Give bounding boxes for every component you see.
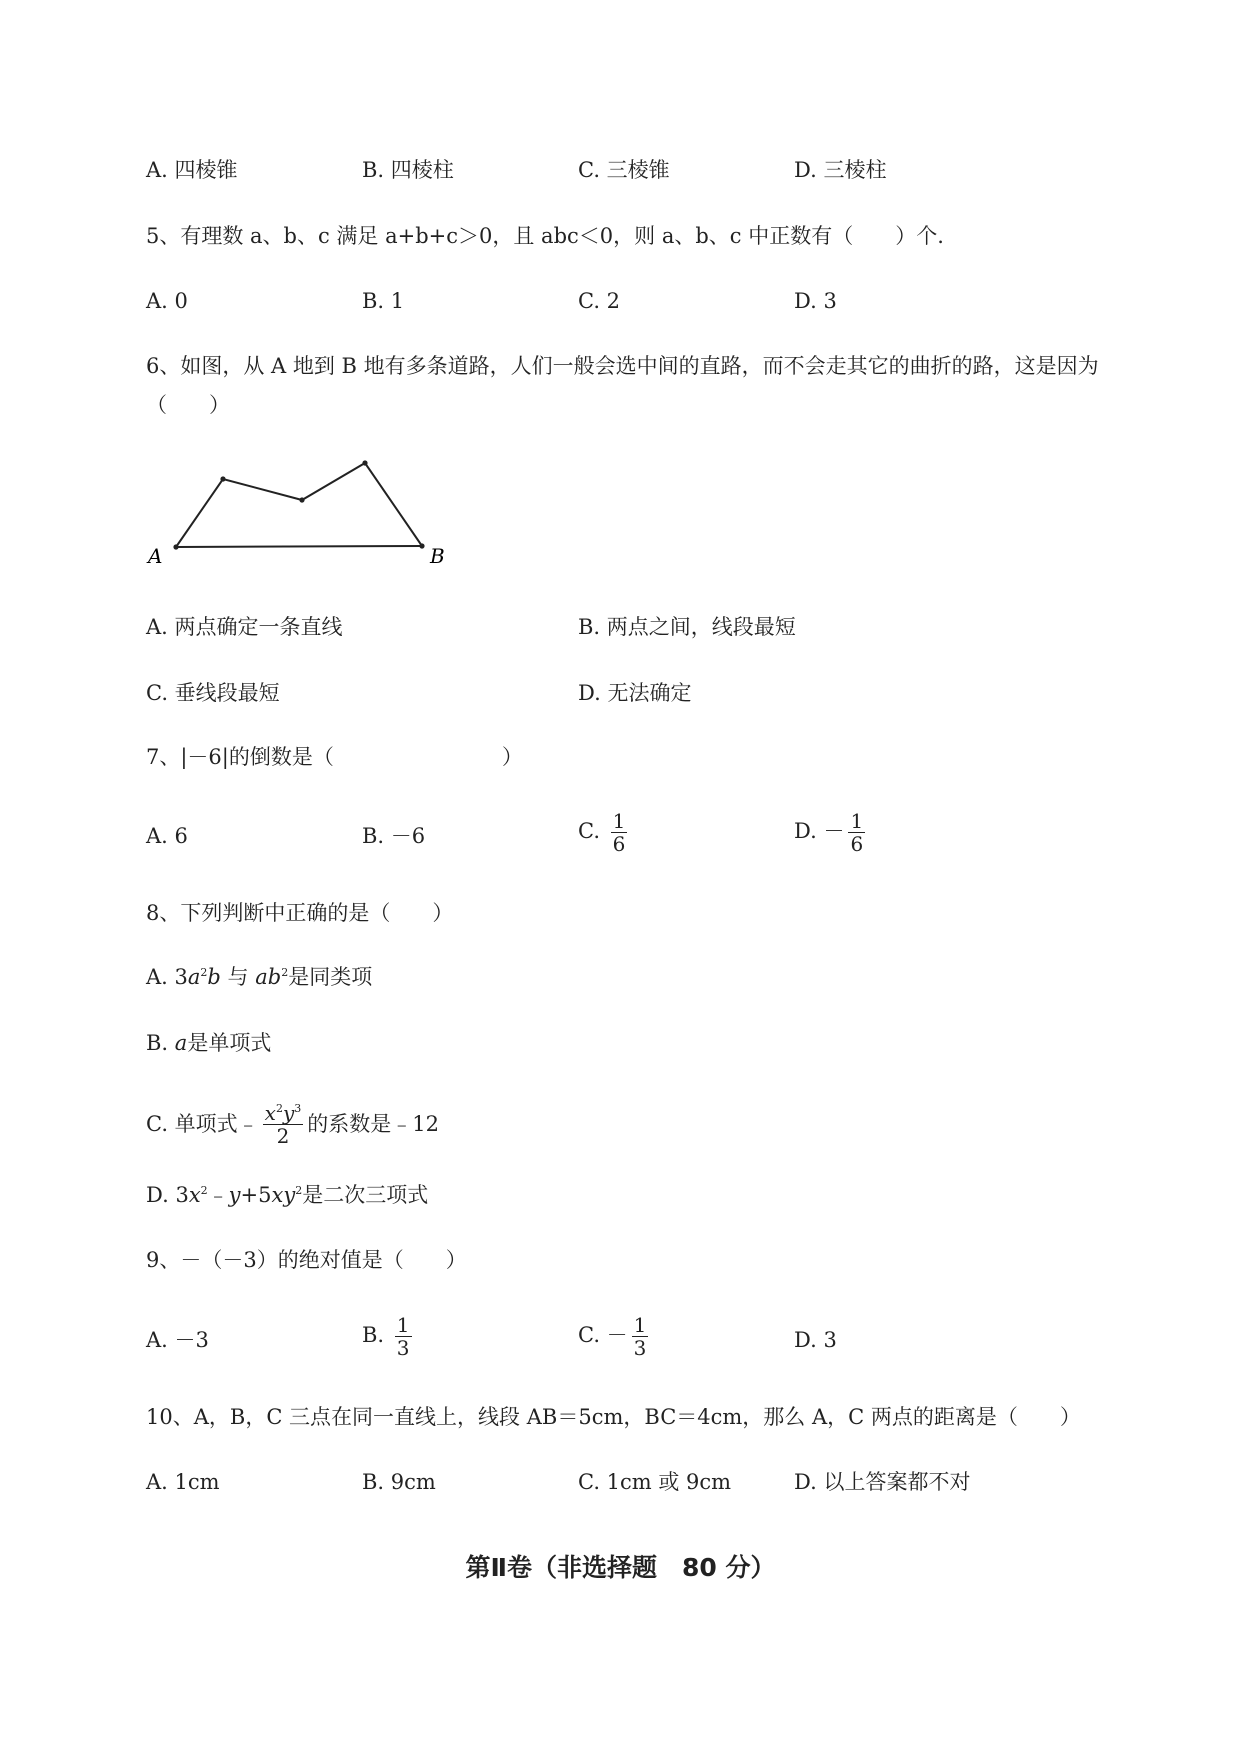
fraction-numerator: 1 xyxy=(612,809,626,833)
q5-stem: 5、有理数 a、b、c 满足 a+b+c＞0，且 abc＜0，则 a、b、c 中正数有（ ）个. xyxy=(146,224,944,248)
q6-path-figure xyxy=(140,450,460,580)
fraction xyxy=(263,1102,304,1147)
option-prefix: A. xyxy=(146,1328,175,1352)
q7-option-c xyxy=(578,810,627,855)
q6-point xyxy=(173,544,178,549)
q5-option-a: A. 0 xyxy=(146,289,188,313)
text: 是单项式 xyxy=(187,1031,272,1055)
q6-point xyxy=(220,476,225,481)
math-var: x xyxy=(188,1183,201,1207)
q6-point xyxy=(419,543,424,548)
text: +5 xyxy=(240,1183,272,1207)
text: 是二次三项式 xyxy=(302,1183,429,1207)
q6-point xyxy=(299,497,304,502)
q9-option-a xyxy=(146,1325,209,1355)
option-value: －3 xyxy=(174,1328,209,1352)
math-var: b xyxy=(207,965,221,989)
math-var: y xyxy=(282,1100,295,1125)
q6-option-a: A. 两点确定一条直线 xyxy=(146,615,343,639)
q9-option-d xyxy=(794,1325,837,1355)
q9-option-c xyxy=(578,1314,648,1359)
fraction-denominator: 6 xyxy=(850,832,864,856)
fraction-denominator: 6 xyxy=(612,832,626,856)
q10-option-a: A. 1cm xyxy=(146,1470,220,1494)
q5-option-d: D. 3 xyxy=(794,289,837,313)
q8-option-d xyxy=(146,1180,428,1210)
option-prefix: B. xyxy=(362,1323,391,1347)
q8-option-b xyxy=(146,1028,271,1058)
option-prefix: B. xyxy=(362,824,391,848)
exponent: 2 xyxy=(200,966,208,979)
fraction-numerator xyxy=(263,1102,304,1125)
exponent: 2 xyxy=(275,1101,283,1115)
q10-option-d: D. 以上答案都不对 xyxy=(794,1470,971,1494)
q4-option-c: C. 三棱锥 xyxy=(578,158,670,182)
fraction xyxy=(611,810,628,855)
q6-option-b: B. 两点之间，线段最短 xyxy=(578,615,796,639)
q6-label-a: A xyxy=(148,544,163,568)
option-sign: － xyxy=(823,819,845,843)
option-prefix: C. xyxy=(578,1323,607,1347)
fraction xyxy=(395,1314,412,1359)
text: D. 3 xyxy=(146,1183,189,1207)
section-heading: 第Ⅱ卷（非选择题 80 分） xyxy=(465,1553,776,1582)
text: A. 3 xyxy=(146,965,188,989)
q8-option-c xyxy=(146,1094,439,1154)
q6-stem-line1: 6、如图，从 A 地到 B 地有多条道路，人们一般会选中间的直路，而不会走其它的曲折的路，这是因为 xyxy=(146,354,1099,378)
math-var: x xyxy=(264,1100,276,1125)
q6-winding-path xyxy=(176,463,422,547)
q10-option-b: B. 9cm xyxy=(362,1470,436,1494)
q6-stem-line2: （ ） xyxy=(146,393,230,417)
q6-label-b: B xyxy=(430,544,445,568)
q4-option-b: B. 四棱柱 xyxy=(362,158,454,182)
math-var: xy xyxy=(271,1183,296,1207)
math-var: a xyxy=(187,965,201,989)
text: ﹣ xyxy=(207,1183,229,1207)
q6-point xyxy=(362,460,367,465)
fraction-denominator: 3 xyxy=(396,1336,410,1360)
q6-straight-path xyxy=(176,546,422,547)
exponent: 2 xyxy=(200,1184,208,1197)
math-var: y xyxy=(228,1183,241,1207)
q7-stem: 7、|－6|的倒数是（ ） xyxy=(146,745,523,769)
q4-option-a: A. 四棱锥 xyxy=(146,158,238,182)
option-sign: － xyxy=(606,1323,628,1347)
option-prefix: D. xyxy=(794,1328,824,1352)
text: 是同类项 xyxy=(288,965,373,989)
exponent: 2 xyxy=(281,966,289,979)
q8-option-a xyxy=(146,962,372,992)
q7-option-a xyxy=(146,821,188,851)
fraction xyxy=(632,1314,649,1359)
fraction-numerator: 1 xyxy=(633,1313,647,1337)
q4-option-d: D. 三棱柱 xyxy=(794,158,887,182)
q7-option-d xyxy=(794,810,865,855)
text: C. 单项式﹣ xyxy=(146,1112,259,1136)
q9-option-b xyxy=(362,1314,412,1359)
q8-stem: 8、下列判断中正确的是（ ） xyxy=(146,901,454,925)
text: 与 xyxy=(220,965,256,989)
q5-option-c: C. 2 xyxy=(578,289,621,313)
fraction-denominator: 2 xyxy=(276,1123,290,1148)
option-value: 3 xyxy=(823,1328,837,1352)
q9-stem: 9、－（－3）的绝对值是（ ） xyxy=(146,1248,467,1272)
text: B. xyxy=(146,1031,175,1055)
fraction-numerator: 1 xyxy=(396,1313,410,1337)
fraction xyxy=(848,810,865,855)
q6-option-d: D. 无法确定 xyxy=(578,681,692,705)
q10-option-c: C. 1cm 或 9cm xyxy=(578,1470,732,1494)
math-var: ab xyxy=(255,965,282,989)
math-var: a xyxy=(174,1031,188,1055)
fraction-denominator: 3 xyxy=(633,1336,647,1360)
option-prefix: C. xyxy=(578,819,607,843)
q5-option-b: B. 1 xyxy=(362,289,405,313)
q6-option-c: C. 垂线段最短 xyxy=(146,681,280,705)
exponent: 3 xyxy=(294,1101,302,1115)
exponent: 2 xyxy=(295,1184,303,1197)
option-prefix: D. xyxy=(794,819,824,843)
option-value: 6 xyxy=(174,824,188,848)
q7-option-b xyxy=(362,821,425,851)
q10-stem: 10、A，B，C 三点在同一直线上，线段 AB＝5cm，BC＝4cm，那么 A，C 两点的距离是（ ） xyxy=(146,1405,1081,1429)
fraction-numerator: 1 xyxy=(850,809,864,833)
option-prefix: A. xyxy=(146,824,175,848)
text: 的系数是﹣12 xyxy=(307,1112,439,1136)
option-value: －6 xyxy=(390,824,426,848)
